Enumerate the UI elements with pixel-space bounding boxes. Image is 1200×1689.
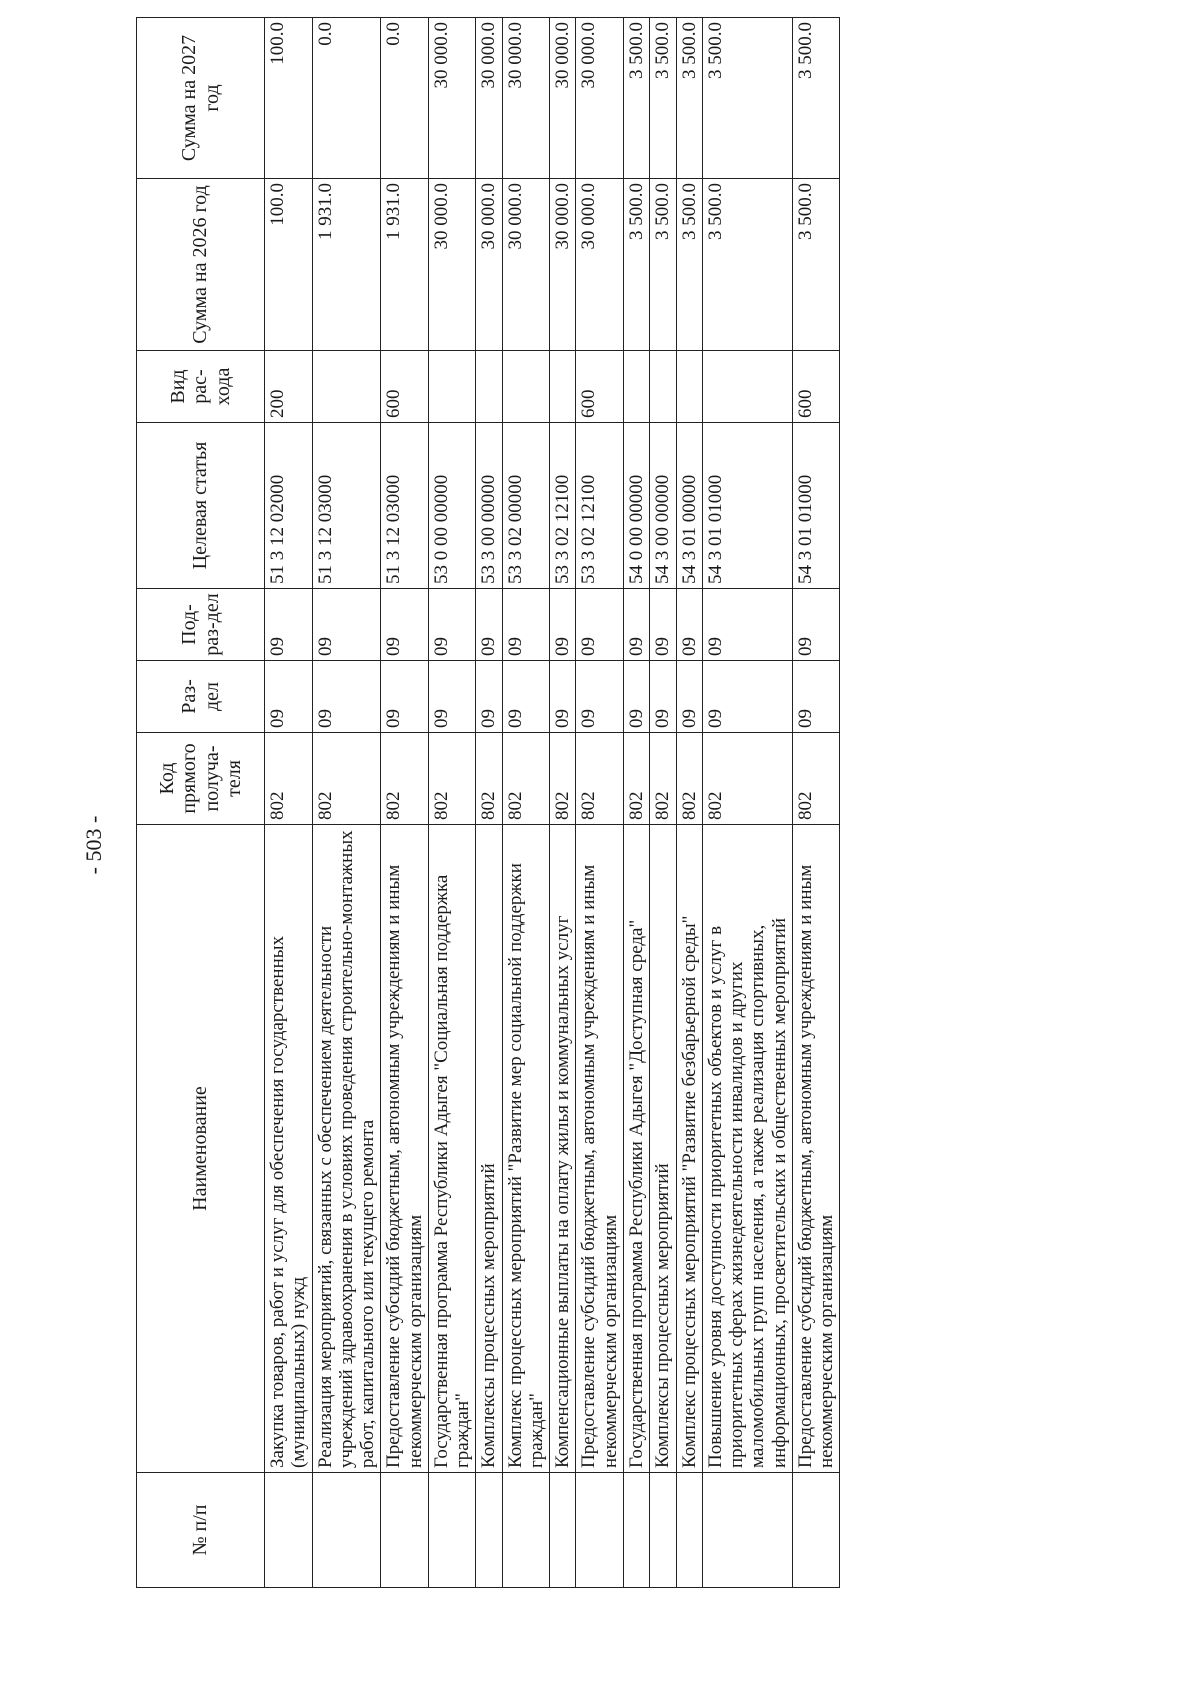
- cell-vid: 600: [576, 351, 624, 423]
- cell-name: Предоставление субсидий бюджетным, автономным учреждениям и иным некоммерческим организациям: [381, 825, 429, 1473]
- cell-kod: 802: [381, 733, 429, 825]
- cell-name: Предоставление субсидий бюджетным, автономным учреждениям и иным некоммерческим организациям: [792, 825, 840, 1473]
- cell-kod: 802: [265, 733, 313, 825]
- cell-sum2027: 30 000.0: [576, 18, 624, 179]
- cell-no: [702, 1473, 792, 1588]
- cell-sum2026: 3 500.0: [650, 179, 676, 351]
- cell-sum2026: 30 000.0: [550, 179, 576, 351]
- cell-celevaya: 54 0 00 00000: [623, 423, 649, 589]
- cell-razdel: 09: [476, 661, 502, 733]
- cell-celevaya: 54 3 01 00000: [676, 423, 702, 589]
- cell-podrazdel: 09: [428, 589, 476, 661]
- cell-celevaya: 53 3 00 00000: [476, 423, 502, 589]
- cell-sum2027: 0.0: [312, 18, 381, 179]
- cell-vid: 200: [265, 351, 313, 423]
- header-no: № п/п: [137, 1473, 265, 1588]
- cell-vid: [550, 351, 576, 423]
- table-row: [676, 18, 702, 1588]
- cell-kod: 802: [623, 733, 649, 825]
- table-row: [476, 18, 502, 1588]
- cell-no: [792, 1473, 840, 1588]
- cell-name: Государственная программа Республики Адыгея "Социальная поддержка граждан": [428, 825, 476, 1473]
- cell-name: Комплекс процессных мероприятий "Развитие безбарьерной среды": [676, 825, 702, 1473]
- table-row: [312, 18, 381, 1588]
- cell-sum2027: 3 500.0: [676, 18, 702, 179]
- cell-podrazdel: 09: [623, 589, 649, 661]
- cell-celevaya: 51 3 12 02000: [265, 423, 313, 589]
- cell-razdel: 09: [576, 661, 624, 733]
- cell-sum2026: 3 500.0: [676, 179, 702, 351]
- cell-celevaya: 51 3 12 03000: [312, 423, 381, 589]
- page-number: - 503 -: [81, 815, 106, 875]
- cell-name: Комплексы процессных мероприятий: [650, 825, 676, 1473]
- table-row: [381, 18, 429, 1588]
- cell-podrazdel: 09: [502, 589, 550, 661]
- cell-podrazdel: 09: [312, 589, 381, 661]
- cell-razdel: 09: [502, 661, 550, 733]
- cell-podrazdel: 09: [476, 589, 502, 661]
- cell-name: Комплексы процессных мероприятий: [476, 825, 502, 1473]
- cell-celevaya: 53 0 00 00000: [428, 423, 476, 589]
- table-row: [623, 18, 649, 1588]
- cell-no: [676, 1473, 702, 1588]
- cell-razdel: 09: [623, 661, 649, 733]
- cell-no: [576, 1473, 624, 1588]
- cell-vid: [502, 351, 550, 423]
- header-razdel: Раз-дел: [137, 661, 265, 733]
- cell-podrazdel: 09: [792, 589, 840, 661]
- cell-celevaya: 54 3 01 01000: [792, 423, 840, 589]
- cell-kod: 802: [650, 733, 676, 825]
- cell-name: Комплекс процессных мероприятий "Развитие мер социальной поддержки граждан": [502, 825, 550, 1473]
- cell-no: [550, 1473, 576, 1588]
- cell-sum2027: 3 500.0: [702, 18, 792, 179]
- cell-celevaya: 54 3 00 00000: [650, 423, 676, 589]
- cell-vid: [428, 351, 476, 423]
- header-podrazdel: Под-раз-дел: [137, 589, 265, 661]
- cell-name: Закупка товаров, работ и услуг для обеспечения государственных (муниципальных) нужд: [265, 825, 313, 1473]
- cell-kod: 802: [502, 733, 550, 825]
- cell-sum2027: 30 000.0: [476, 18, 502, 179]
- cell-sum2026: 3 500.0: [623, 179, 649, 351]
- cell-vid: 600: [381, 351, 429, 423]
- cell-name: Реализация мероприятий, связанных с обеспечением деятельности учреждений здравоохранения в условиях проведения строительно-монтажных работ, капитального или текущего ремонта: [312, 825, 381, 1473]
- cell-razdel: 09: [650, 661, 676, 733]
- cell-vid: 600: [792, 351, 840, 423]
- cell-name: Государственная программа Республики Адыгея "Доступная среда": [623, 825, 649, 1473]
- cell-no: [381, 1473, 429, 1588]
- table-header-row: [137, 18, 265, 1588]
- cell-no: [650, 1473, 676, 1588]
- cell-razdel: 09: [265, 661, 313, 733]
- table-row: [550, 18, 576, 1588]
- cell-razdel: 09: [792, 661, 840, 733]
- cell-vid: [676, 351, 702, 423]
- header-name: Наименование: [137, 825, 265, 1473]
- budget-table: [136, 17, 840, 1588]
- table-row: [428, 18, 476, 1588]
- cell-no: [265, 1473, 313, 1588]
- header-sum2027: Сумма на 2027 год: [137, 18, 265, 179]
- cell-sum2026: 1 931.0: [381, 179, 429, 351]
- cell-razdel: 09: [702, 661, 792, 733]
- cell-no: [312, 1473, 381, 1588]
- cell-sum2027: 100.0: [265, 18, 313, 179]
- cell-kod: 802: [576, 733, 624, 825]
- cell-no: [623, 1473, 649, 1588]
- cell-razdel: 09: [381, 661, 429, 733]
- cell-sum2026: 30 000.0: [576, 179, 624, 351]
- cell-vid: [312, 351, 381, 423]
- cell-sum2026: 1 931.0: [312, 179, 381, 351]
- cell-kod: 802: [428, 733, 476, 825]
- cell-kod: 802: [792, 733, 840, 825]
- cell-kod: 802: [550, 733, 576, 825]
- cell-sum2027: 0.0: [381, 18, 429, 179]
- cell-sum2027: 30 000.0: [550, 18, 576, 179]
- table-body: [265, 18, 840, 1588]
- cell-celevaya: 53 3 02 00000: [502, 423, 550, 589]
- table-row: [792, 18, 840, 1588]
- cell-podrazdel: 09: [265, 589, 313, 661]
- cell-kod: 802: [312, 733, 381, 825]
- cell-sum2026: 30 000.0: [428, 179, 476, 351]
- cell-name: Повышение уровня доступности приоритетных объектов и услуг в приоритетных сферах жизнедеятельности инвалидов и других маломобильных групп населения, а также реализация спортивных, информационных, просветительских и общественных мероприятий: [702, 825, 792, 1473]
- cell-podrazdel: 09: [650, 589, 676, 661]
- cell-kod: 802: [676, 733, 702, 825]
- cell-name: Компенсационные выплаты на оплату жилья и коммунальных услуг: [550, 825, 576, 1473]
- cell-kod: 802: [702, 733, 792, 825]
- header-vid: Вид рас-хода: [137, 351, 265, 423]
- cell-sum2027: 3 500.0: [650, 18, 676, 179]
- table-row: [650, 18, 676, 1588]
- cell-sum2026: 3 500.0: [702, 179, 792, 351]
- cell-celevaya: 54 3 01 01000: [702, 423, 792, 589]
- cell-kod: 802: [476, 733, 502, 825]
- cell-razdel: 09: [676, 661, 702, 733]
- cell-name: Предоставление субсидий бюджетным, автономным учреждениям и иным некоммерческим организациям: [576, 825, 624, 1473]
- cell-celevaya: 51 3 12 03000: [381, 423, 429, 589]
- header-sum2026: Сумма на 2026 год: [137, 179, 265, 351]
- cell-razdel: 09: [312, 661, 381, 733]
- cell-vid: [476, 351, 502, 423]
- cell-sum2027: 30 000.0: [428, 18, 476, 179]
- cell-podrazdel: 09: [676, 589, 702, 661]
- table-row: [702, 18, 792, 1588]
- rotated-table-wrapper: [136, 22, 1070, 1588]
- cell-celevaya: 53 3 02 12100: [550, 423, 576, 589]
- cell-podrazdel: 09: [702, 589, 792, 661]
- cell-sum2026: 3 500.0: [792, 179, 840, 351]
- cell-no: [476, 1473, 502, 1588]
- table-row: [576, 18, 624, 1588]
- cell-celevaya: 53 3 02 12100: [576, 423, 624, 589]
- cell-vid: [650, 351, 676, 423]
- cell-vid: [623, 351, 649, 423]
- cell-sum2026: 30 000.0: [502, 179, 550, 351]
- cell-sum2026: 30 000.0: [476, 179, 502, 351]
- table-row: [265, 18, 313, 1588]
- cell-razdel: 09: [428, 661, 476, 733]
- cell-razdel: 09: [550, 661, 576, 733]
- cell-podrazdel: 09: [381, 589, 429, 661]
- cell-sum2027: 30 000.0: [502, 18, 550, 179]
- header-celevaya: Целевая статья: [137, 423, 265, 589]
- cell-vid: [702, 351, 792, 423]
- cell-no: [502, 1473, 550, 1588]
- cell-podrazdel: 09: [576, 589, 624, 661]
- cell-sum2026: 100.0: [265, 179, 313, 351]
- cell-sum2027: 3 500.0: [623, 18, 649, 179]
- cell-sum2027: 3 500.0: [792, 18, 840, 179]
- table-row: [502, 18, 550, 1588]
- header-kod: Код прямого получа-теля: [137, 733, 265, 825]
- cell-no: [428, 1473, 476, 1588]
- cell-podrazdel: 09: [550, 589, 576, 661]
